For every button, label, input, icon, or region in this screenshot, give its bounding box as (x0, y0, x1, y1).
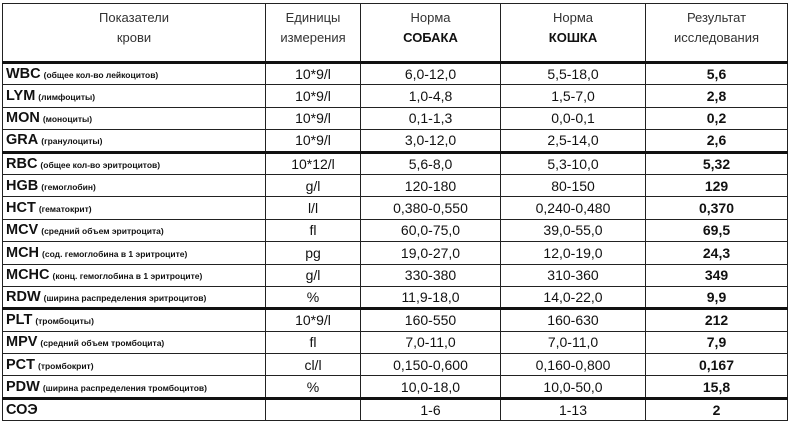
table-row (3, 152, 788, 174)
indicator-code: MON (6, 110, 40, 127)
table-row (3, 309, 788, 331)
indicator-cell (3, 219, 266, 241)
unit-cell: % (266, 376, 361, 398)
cat-norm-cell: 160-630 (501, 309, 646, 331)
header-norm-cat: Норма КОШКА (501, 4, 646, 63)
cat-norm-cell: 7,0-11,0 (501, 331, 646, 353)
dog-norm-cell: 120-180 (361, 174, 501, 196)
dog-norm-cell: 19,0-27,0 (361, 242, 501, 264)
indicator-description: (тромбоциты) (35, 316, 94, 327)
dog-norm-cell: 1,0-4,8 (361, 85, 501, 107)
indicator-cell (3, 130, 266, 152)
result-cell: 2,8 (646, 85, 788, 107)
header-result: Результат исследования (646, 4, 788, 63)
unit-cell: 10*9/l (266, 107, 361, 129)
indicator-cell (3, 63, 266, 85)
result-cell: 5,6 (646, 63, 788, 85)
unit-cell (266, 398, 361, 420)
table-row (3, 286, 788, 308)
indicator-description: (гранулоциты) (41, 136, 103, 147)
indicator-cell (3, 85, 266, 107)
dog-norm-cell: 330-380 (361, 264, 501, 286)
result-cell: 15,8 (646, 376, 788, 398)
indicator-code: MCV (6, 222, 39, 239)
table-row (3, 264, 788, 286)
result-cell: 2 (646, 398, 788, 420)
indicator-code: RDW (6, 289, 41, 306)
unit-cell: 10*9/l (266, 63, 361, 85)
header-indicator: Показатели крови (3, 4, 266, 63)
dog-norm-cell: 160-550 (361, 309, 501, 331)
result-cell: 212 (646, 309, 788, 331)
indicator-description: (гемоглобин) (41, 181, 96, 192)
indicator-description: (тромбокрит) (38, 360, 94, 371)
dog-norm-cell: 5,6-8,0 (361, 152, 501, 174)
unit-cell: fl (266, 219, 361, 241)
cat-norm-cell: 10,0-50,0 (501, 376, 646, 398)
indicator-description: (средний объем тромбоцита) (40, 338, 165, 349)
indicator-code: PLT (6, 312, 33, 329)
result-cell: 349 (646, 264, 788, 286)
cat-norm-cell: 80-150 (501, 174, 646, 196)
table-row (3, 376, 788, 398)
unit-cell: cl/l (266, 354, 361, 376)
header-units: Единицы измерения (266, 4, 361, 63)
indicator-description: (общее кол-во эритроцитов) (40, 159, 161, 170)
blood-test-table (2, 3, 788, 421)
indicator-cell (3, 286, 266, 308)
cat-norm-cell: 5,3-10,0 (501, 152, 646, 174)
cat-norm-cell: 1-13 (501, 398, 646, 420)
cat-norm-cell: 14,0-22,0 (501, 286, 646, 308)
indicator-cell (3, 398, 266, 420)
indicator-cell (3, 331, 266, 353)
header-row (3, 4, 788, 63)
header-norm-dog: Норма СОБАКА (361, 4, 501, 63)
dog-norm-cell: 1-6 (361, 398, 501, 420)
table-row (3, 197, 788, 219)
cat-norm-cell: 1,5-7,0 (501, 85, 646, 107)
result-cell: 2,6 (646, 130, 788, 152)
indicator-cell (3, 264, 266, 286)
dog-norm-cell: 0,380-0,550 (361, 197, 501, 219)
result-cell: 7,9 (646, 331, 788, 353)
result-cell: 9,9 (646, 286, 788, 308)
result-cell: 0,370 (646, 197, 788, 219)
result-cell: 69,5 (646, 219, 788, 241)
table-row (3, 130, 788, 152)
result-cell: 129 (646, 174, 788, 196)
indicator-description: (сод. гемоглобина в 1 эритроците) (42, 248, 188, 259)
indicator-cell (3, 152, 266, 174)
indicator-code: LYM (6, 88, 36, 105)
result-cell: 0,167 (646, 354, 788, 376)
indicator-code: RBC (6, 155, 38, 172)
cat-norm-cell: 39,0-55,0 (501, 219, 646, 241)
indicator-cell (3, 309, 266, 331)
indicator-cell (3, 197, 266, 219)
table-row (3, 107, 788, 129)
indicator-code: PDW (6, 378, 40, 395)
cat-norm-cell: 2,5-14,0 (501, 130, 646, 152)
dog-norm-cell: 6,0-12,0 (361, 63, 501, 85)
table-row (3, 219, 788, 241)
indicator-cell (3, 354, 266, 376)
table-row (3, 331, 788, 353)
dog-norm-cell: 10,0-18,0 (361, 376, 501, 398)
unit-cell: fl (266, 331, 361, 353)
indicator-description: (конц. гемоглобина в 1 эритроците) (52, 271, 203, 282)
cat-norm-cell: 12,0-19,0 (501, 242, 646, 264)
unit-cell: 10*9/l (266, 130, 361, 152)
table-row (3, 85, 788, 107)
cat-norm-cell: 310-360 (501, 264, 646, 286)
unit-cell: pg (266, 242, 361, 264)
indicator-description: (гематокрит) (38, 204, 92, 215)
dog-norm-cell: 11,9-18,0 (361, 286, 501, 308)
dog-norm-cell: 60,0-75,0 (361, 219, 501, 241)
indicator-description: (моноциты) (42, 114, 93, 125)
unit-cell: l/l (266, 197, 361, 219)
indicator-code: GRA (6, 132, 39, 149)
unit-cell: g/l (266, 174, 361, 196)
dog-norm-cell: 7,0-11,0 (361, 331, 501, 353)
indicator-cell (3, 376, 266, 398)
table-row (3, 398, 788, 420)
indicator-code: HCT (6, 200, 36, 217)
dog-norm-cell: 0,1-1,3 (361, 107, 501, 129)
result-cell: 24,3 (646, 242, 788, 264)
table-body (3, 63, 788, 421)
indicator-code: MPV (6, 334, 38, 351)
result-cell: 5,32 (646, 152, 788, 174)
indicator-description: (ширина распределения тромбоцитов) (42, 382, 207, 393)
result-cell: 0,2 (646, 107, 788, 129)
indicator-description: (общее кол-во лейкоцитов) (43, 70, 159, 81)
indicator-description: (ширина распределения эритроцитов) (43, 293, 207, 304)
indicator-cell (3, 107, 266, 129)
indicator-code: MCHC (6, 267, 50, 284)
table-row (3, 63, 788, 85)
cat-norm-cell: 0,0-0,1 (501, 107, 646, 129)
dog-norm-cell: 0,150-0,600 (361, 354, 501, 376)
indicator-description: (лимфоциты) (38, 92, 96, 103)
table-row (3, 174, 788, 196)
cat-norm-cell: 0,160-0,800 (501, 354, 646, 376)
unit-cell: 10*12/l (266, 152, 361, 174)
indicator-code: СОЭ (6, 402, 38, 419)
indicator-code: MCH (6, 244, 40, 261)
dog-norm-cell: 3,0-12,0 (361, 130, 501, 152)
indicator-cell (3, 242, 266, 264)
cat-norm-cell: 0,240-0,480 (501, 197, 646, 219)
cat-norm-cell: 5,5-18,0 (501, 63, 646, 85)
unit-cell: 10*9/l (266, 309, 361, 331)
unit-cell: g/l (266, 264, 361, 286)
indicator-cell (3, 174, 266, 196)
table-row (3, 354, 788, 376)
indicator-code: WBC (6, 66, 41, 83)
table-row (3, 242, 788, 264)
unit-cell: 10*9/l (266, 85, 361, 107)
indicator-code: HGB (6, 177, 39, 194)
unit-cell: % (266, 286, 361, 308)
indicator-code: PCT (6, 356, 35, 373)
indicator-description: (средний объем эритроцита) (41, 226, 164, 237)
